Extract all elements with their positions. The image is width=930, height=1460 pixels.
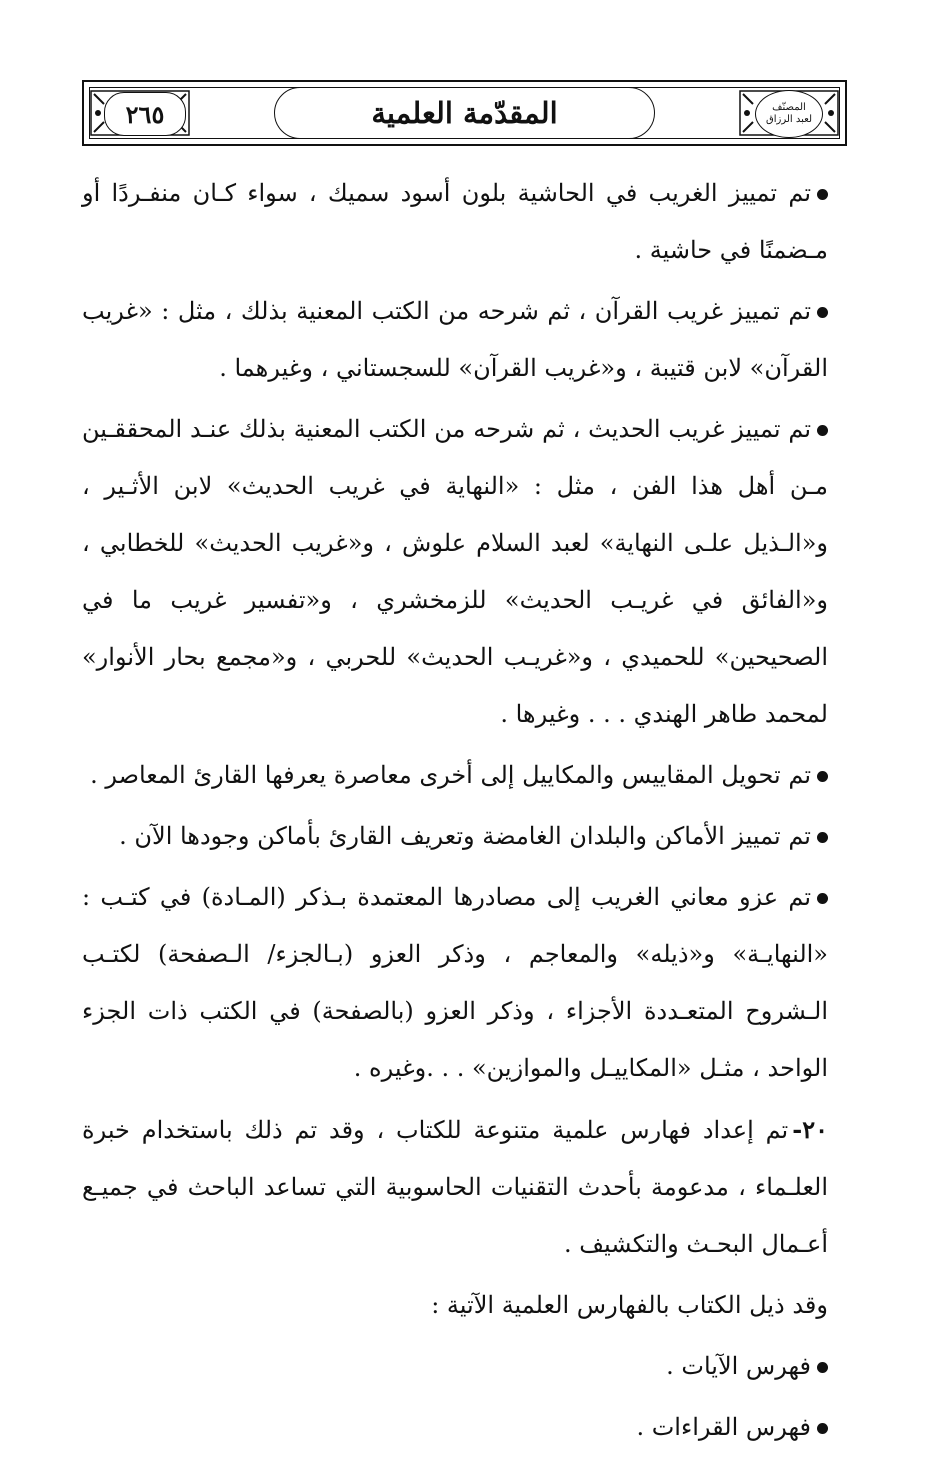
paragraph-text: تم تمييز غريب القرآن ، ثم شرحه من الكتب المعنية بذلك ، مثل : «غريب القرآن» لابن قتيبة ، و«غريب القرآن» للسجستاني ، وغيرهما . <box>82 297 828 382</box>
bullet-icon <box>817 1362 828 1373</box>
bullet-icon <box>817 189 828 200</box>
title-frame <box>274 87 655 139</box>
paragraph-text: تم تمييز غريب الحديث ، ثم شرحه من الكتب المعنية بذلك عنـد المحققـين مـن أهل هذا الفن ، مثل : «النهاية في غريب الحديث» لابن الأثـير ، و«الـذيل علـى النهاية» لعبد السلام علوش ، و«غريب الحديث» للخطابي ، و«الفائق في غريـب الحديث» للزمخشري ، و«تفسير غريب ما في الصحيحين» للحميدي ، و«غريـب الحديث» للحربي ، و«مجمع بحار الأنوار» لمحمد طاهر الهندي . . . وغيرها . <box>82 415 828 728</box>
list-item <box>82 401 828 743</box>
index-intro: وقد ذيل الكتاب بالفهارس العلمية الآتية : <box>431 1291 828 1319</box>
page-number <box>104 92 186 136</box>
list-item <box>82 747 828 804</box>
list-item <box>82 283 828 397</box>
list-item <box>82 869 828 1097</box>
bullet-icon <box>817 832 828 843</box>
index-list-item <box>82 1399 828 1456</box>
index-item-text: فهرس القراءات . <box>636 1413 811 1441</box>
bullet-icon <box>817 1423 828 1434</box>
paragraph-text: تم تحويل المقاييس والمكاييل إلى أخرى معاصرة يعرفها القارئ المعاصر . <box>90 761 811 789</box>
bullet-icon <box>817 425 828 436</box>
paragraph-text: تم عزو معاني الغريب إلى مصادرها المعتمدة بـذكر (المـادة) في كتـب : «النهايـة» و«ذيله» والمعاجم ، وذكر العزو (بـالجزء/ الـصفحة) لكتـب الـشروح المتعـددة الأجزاء ، وذكر العزو (بالصفحة) في الكتب ذات الجزء الواحد ، مثـل «المكاييـل والموازين» . . .وغيره . <box>82 883 828 1082</box>
page-body <box>82 165 828 1460</box>
page-title: المقدّمة العلمية <box>371 96 558 130</box>
page-number-text: ٢٦٥ <box>125 99 165 129</box>
list-item <box>82 165 828 279</box>
bullet-icon <box>817 771 828 782</box>
paragraph-text: تم إعداد فهارس علمية متنوعة للكتاب ، وقد تم ذلك باستخدام خبرة العلـماء ، مدعومة بأحدث التقنيات الحاسوبية التي تساعد الباحث في جميـع أعـمال البحـث والتكشيف . <box>82 1116 828 1258</box>
paragraph-text: تم تمييز الأماكن والبلدان الغامضة وتعريف القارئ بأماكن وجودها الآن . <box>119 822 811 850</box>
paragraph-text: تم تمييز الغريب في الحاشية بلون أسود سميك ، سواء كـان منفـردًا أو مـضمنًا في حاشية . <box>82 179 828 264</box>
list-item <box>82 808 828 865</box>
emblem-logo <box>755 90 823 138</box>
emblem-line-2: لعبد الرزاق <box>765 114 813 125</box>
index-list-item <box>82 1338 828 1395</box>
item-number: ٢٠- <box>792 1115 828 1144</box>
bullet-icon <box>817 307 828 318</box>
page-header <box>82 80 847 146</box>
index-item-text: فهرس الآيات . <box>666 1352 811 1380</box>
emblem-line-1: المصنّف <box>772 102 806 113</box>
numbered-item <box>82 1101 828 1273</box>
bullet-icon <box>817 893 828 904</box>
